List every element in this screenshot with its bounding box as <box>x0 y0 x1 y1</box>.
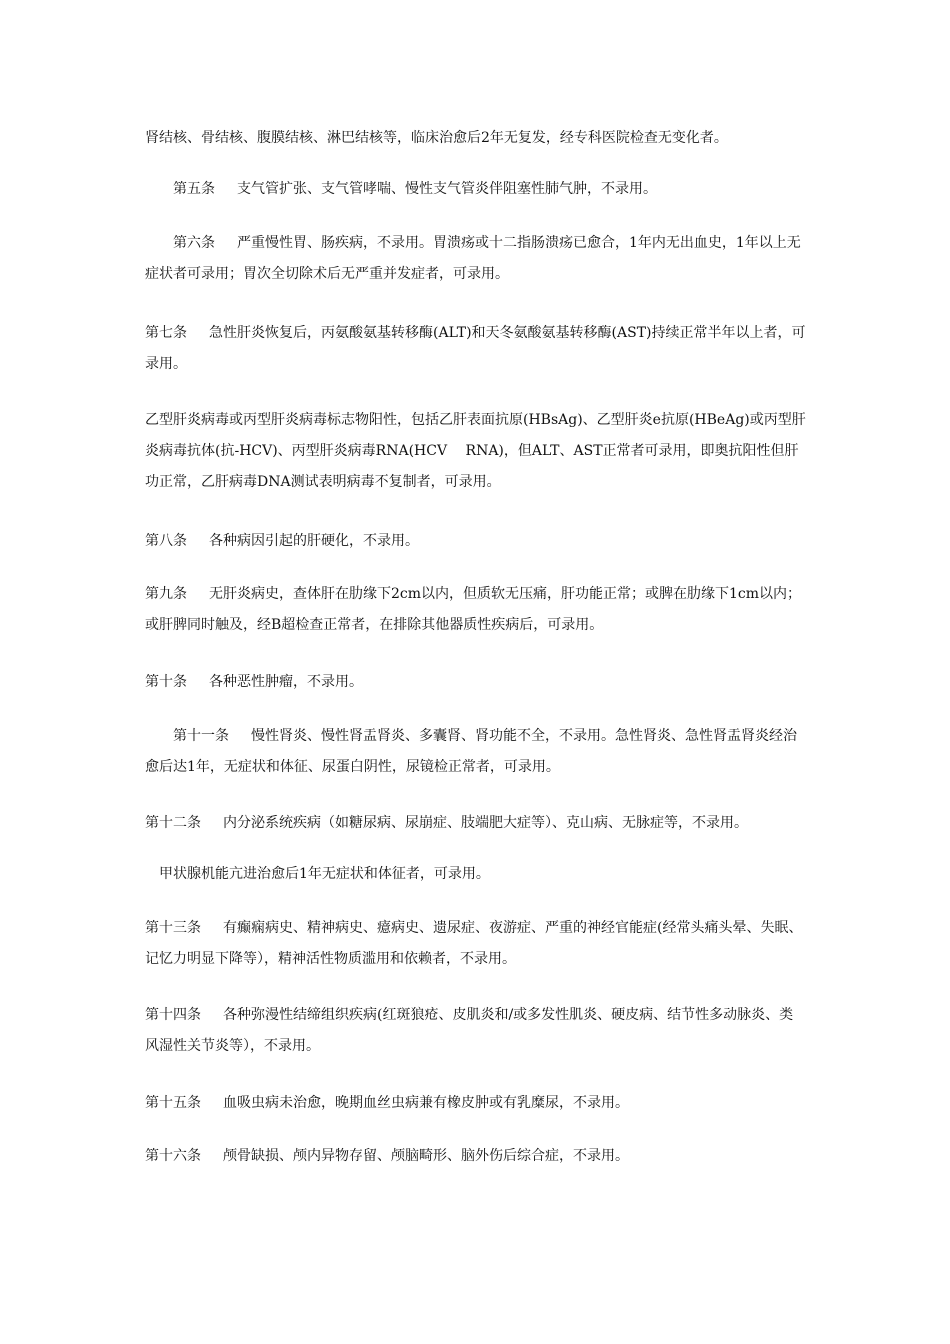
article-number: 第五条 <box>173 181 215 197</box>
article-11 <box>145 721 807 783</box>
article-text: 慢性肾炎、慢性肾盂肾炎、多囊肾、肾功能不全，不录用。急性肾炎、急性肾盂肾炎经治愈后达1年，无症状和体征、尿蛋白阴性，尿镜检正常者，可录用。 <box>145 728 797 775</box>
article-12 <box>145 808 807 839</box>
article-text: 无肝炎病史，查体肝在肋缘下2cm以内，但质软无压痛，肝功能正常；或脾在肋缘下1cm以内；或肝脾同时触及，经B超检查正常者，在排除其他器质性疾病后，可录用。 <box>145 586 802 633</box>
paragraph-tuberculosis <box>145 123 807 154</box>
article-6 <box>145 228 807 290</box>
paragraph-hepatitis-markers <box>145 405 807 498</box>
article-text: 各种病因引起的肝硬化，不录用。 <box>209 533 419 549</box>
article-7 <box>145 318 807 380</box>
paragraph-text: 甲状腺机能亢进治愈后1年无症状和体征者，可录用。 <box>159 866 490 882</box>
paragraph-text: 肾结核、骨结核、腹膜结核、淋巴结核等，临床治愈后2年无复发，经专科医院检查无变化者。 <box>145 130 728 146</box>
paragraph-text: 乙型肝炎病毒或丙型肝炎病毒标志物阳性，包括乙肝表面抗原(HBsAg)、乙型肝炎e抗原(HBeAg)或丙型肝炎病毒抗体(抗-HCV)、丙型肝炎病毒RNA(HCV RNA)，但ALT、AST正常者可录用，即奥抗阳性但肝功正常，乙肝病毒DNA测试表明病毒不复制者，可录用。 <box>145 412 806 490</box>
article-number: 第十一条 <box>173 728 229 744</box>
article-text: 有癫痫病史、精神病史、癔病史、遗尿症、夜游症、严重的神经官能症(经常头痛头晕、失眠、记忆力明显下降等），精神活性物质滥用和依赖者，不录用。 <box>145 920 803 967</box>
article-13 <box>145 913 807 975</box>
article-text: 内分泌系统疾病（如糖尿病、尿崩症、肢端肥大症等）、克山病、无脉症等，不录用。 <box>223 815 748 831</box>
article-number: 第十四条 <box>145 1007 201 1023</box>
paragraph-hyperthyroidism <box>145 859 807 890</box>
article-8 <box>145 526 807 557</box>
article-text: 颅骨缺损、颅内异物存留、颅脑畸形、脑外伤后综合症，不录用。 <box>223 1148 629 1164</box>
article-number: 第六条 <box>173 235 215 251</box>
article-text: 各种恶性肿瘤，不录用。 <box>209 674 363 690</box>
article-number: 第十六条 <box>145 1148 201 1164</box>
article-9 <box>145 579 807 641</box>
article-number: 第九条 <box>145 586 187 602</box>
article-number: 第十条 <box>145 674 187 690</box>
article-number: 第七条 <box>145 325 187 341</box>
article-14 <box>145 1000 807 1062</box>
article-15 <box>145 1088 807 1119</box>
article-text: 血吸虫病未治愈，晚期血丝虫病兼有橡皮肿或有乳糜尿，不录用。 <box>223 1095 629 1111</box>
article-text: 各种弥漫性结缔组织疾病(红斑狼疮、皮肌炎和/或多发性肌炎、硬皮病、结节性多动脉炎、类风湿性关节炎等），不录用。 <box>145 1007 794 1054</box>
article-number: 第十五条 <box>145 1095 201 1111</box>
article-number: 第十三条 <box>145 920 201 936</box>
article-16 <box>145 1141 807 1172</box>
article-10 <box>145 667 807 698</box>
article-number: 第八条 <box>145 533 187 549</box>
article-text: 严重慢性胃、肠疾病，不录用。胃溃疡或十二指肠溃疡已愈合，1年内无出血史，1年以上无症状者可录用；胃次全切除术后无严重并发症者，可录用。 <box>145 235 801 282</box>
article-text: 急性肝炎恢复后，丙氨酸氨基转移酶(ALT)和天冬氨酸氨基转移酶(AST)持续正常半年以上者，可录用。 <box>145 325 806 372</box>
article-5 <box>145 174 807 205</box>
article-text: 支气管扩张、支气管哮喘、慢性支气管炎伴阻塞性肺气肿，不录用。 <box>237 181 657 197</box>
article-number: 第十二条 <box>145 815 201 831</box>
